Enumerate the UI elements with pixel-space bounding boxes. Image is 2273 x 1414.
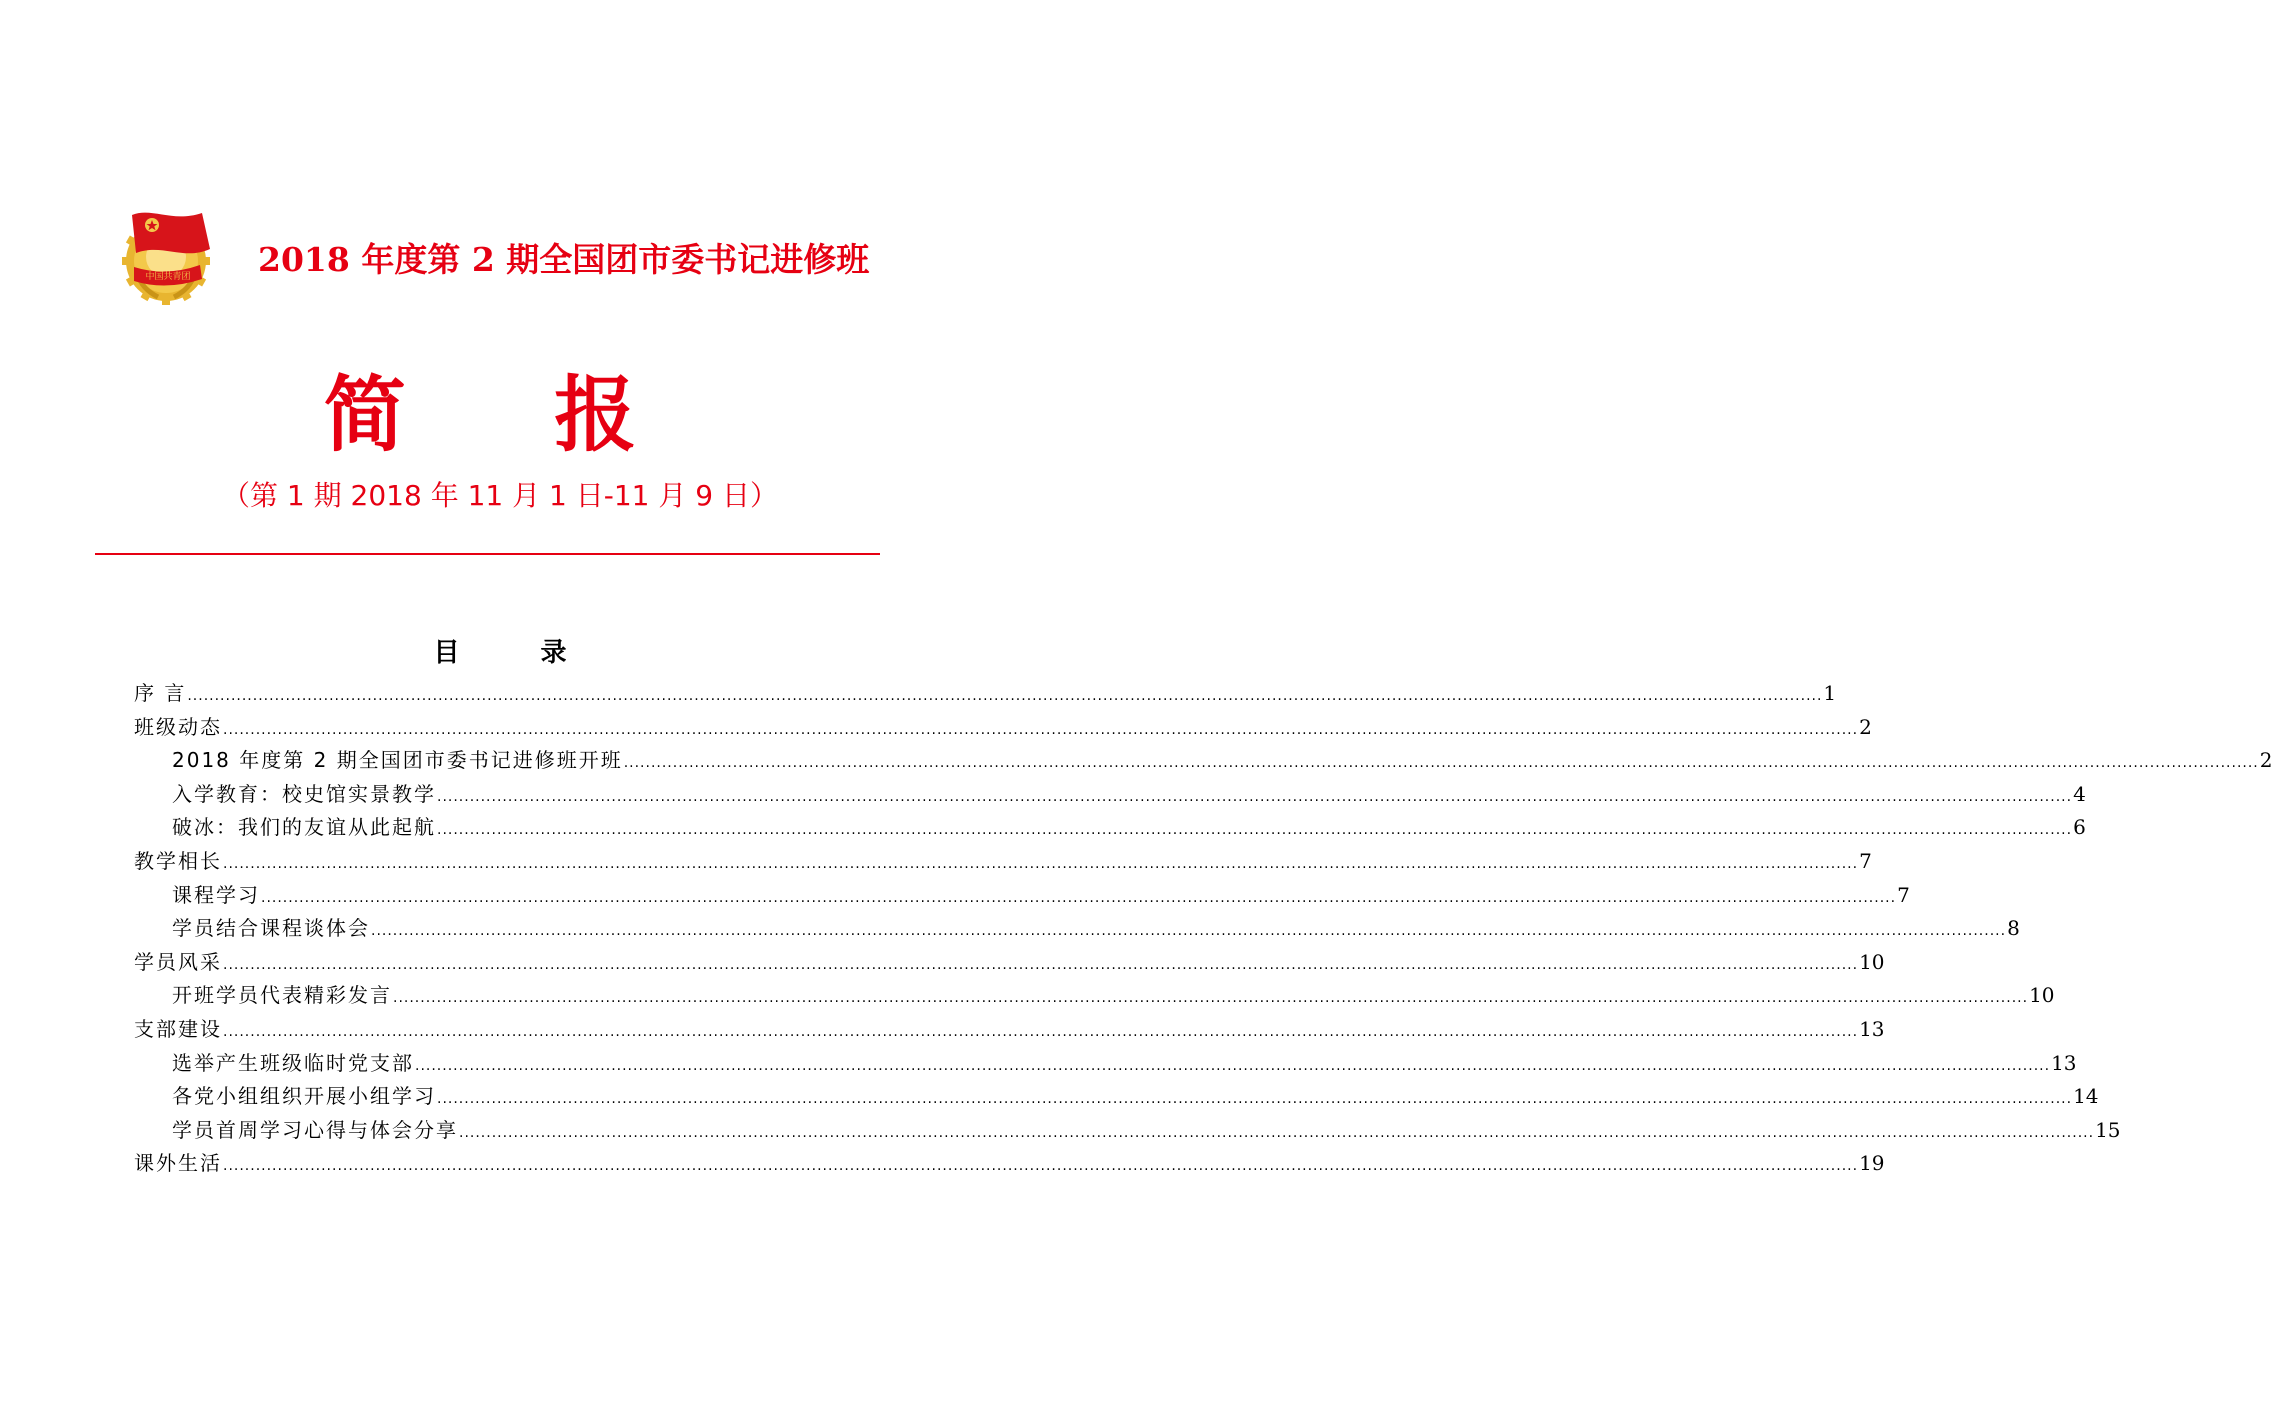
toc-entry-label: 班级动态 — [134, 714, 222, 739]
toc-page-number: 10 — [1859, 949, 1885, 974]
toc-subentry[interactable] — [134, 778, 2086, 812]
toc-entry[interactable] — [134, 845, 1872, 879]
toc-leader-dots: ............................................................................................................................................................................................................................................................................................................ — [223, 855, 1859, 872]
toc-page-number: 2 — [1859, 714, 1872, 739]
toc-leader-dots: ............................................................................................................................................................................................................................................................................................................ — [223, 1158, 1859, 1175]
toc-entry-label: 各党小组组织开展小组学习 — [172, 1084, 436, 1109]
toc-page-number: 7 — [1859, 848, 1872, 873]
toc-page-number: 8 — [2007, 916, 2020, 941]
toc-leader-dots: ............................................................................................................................................................................................................................................................................................................ — [415, 1057, 2051, 1074]
red-divider — [95, 553, 880, 555]
toc-subentry[interactable] — [134, 811, 2086, 845]
toc-entry-label: 学员风采 — [134, 949, 222, 974]
toc-entry-label: 选举产生班级临时党支部 — [172, 1050, 414, 1075]
toc-subentry[interactable] — [134, 1114, 2121, 1148]
toc-leader-dots: ............................................................................................................................................................................................................................................................................................................ — [371, 923, 2007, 940]
toc-entry-label: 学员结合课程谈体会 — [172, 916, 370, 941]
emblem-lettering: 中国共青团 — [145, 272, 191, 282]
toc-leader-dots: ............................................................................................................................................................................................................................................................................................................ — [437, 788, 2073, 805]
toc-entry-label: 开班学员代表精彩发言 — [172, 983, 392, 1008]
toc-page-number: 19 — [1859, 1151, 1885, 1176]
toc-subentry[interactable] — [134, 912, 2020, 946]
toc-page-number: 15 — [2095, 1117, 2121, 1142]
toc-entry-label: 序 言 — [134, 681, 187, 705]
toc-page-number: 13 — [1859, 1016, 1885, 1041]
toc-entry[interactable] — [134, 677, 1837, 711]
toc-subentry[interactable] — [134, 879, 1910, 913]
org-title: 2018 年度第 2 期全国团市委书记进修班 — [258, 240, 870, 279]
issue-dates: （第 1 期 2018 年 11 月 1 日-11 月 9 日） — [222, 479, 778, 512]
toc-entry-label: 课程学习 — [172, 882, 260, 907]
toc-leader-dots: ............................................................................................................................................................................................................................................................................................................ — [187, 688, 1823, 704]
table-of-contents — [134, 677, 2273, 1181]
league-emblem-logo — [122, 205, 220, 305]
toc-entry[interactable] — [134, 711, 1872, 745]
toc-subentry[interactable] — [134, 1080, 2099, 1114]
toc-entry-label: 破冰：我们的友谊从此起航 — [172, 815, 436, 840]
toc-leader-dots: ............................................................................................................................................................................................................................................................................................................ — [393, 990, 2029, 1007]
toc-entry-label: 学员首周学习心得与体会分享 — [172, 1117, 458, 1142]
toc-subentry[interactable] — [134, 1047, 2077, 1081]
toc-page-number: 7 — [1897, 882, 1910, 907]
toc-heading: 目 录 — [433, 638, 603, 668]
toc-entry-label: 支部建设 — [134, 1016, 222, 1041]
toc-page-number: 4 — [2073, 781, 2086, 806]
toc-subentry[interactable] — [134, 979, 2055, 1013]
toc-page-number: 14 — [2073, 1084, 2099, 1109]
toc-subentry[interactable] — [134, 744, 2273, 778]
toc-leader-dots: ............................................................................................................................................................................................................................................................................................................ — [261, 889, 1897, 906]
toc-page-number: 13 — [2051, 1050, 2077, 1075]
toc-entry-label: 入学教育：校史馆实景教学 — [172, 781, 436, 806]
toc-leader-dots: ............................................................................................................................................................................................................................................................................................................ — [223, 1023, 1859, 1040]
toc-page-number: 6 — [2073, 815, 2086, 840]
toc-leader-dots: ............................................................................................................................................................................................................................................................................................................ — [459, 1124, 2095, 1141]
toc-entry[interactable] — [134, 1013, 1885, 1047]
toc-page-number: 10 — [2029, 983, 2055, 1008]
toc-leader-dots: ............................................................................................................................................................................................................................................................................................................ — [623, 755, 2259, 772]
toc-entry-label: 2018 年度第 2 期全国团市委书记进修班开班 — [172, 748, 623, 773]
bulletin-title: 简 报 — [323, 367, 697, 463]
toc-page-number: 2 — [2259, 748, 2273, 773]
toc-page-number: 1 — [1823, 681, 1837, 705]
toc-entry-label: 教学相长 — [134, 848, 222, 873]
toc-leader-dots: ............................................................................................................................................................................................................................................................................................................ — [223, 956, 1859, 973]
toc-leader-dots: ............................................................................................................................................................................................................................................................................................................ — [437, 822, 2073, 839]
toc-leader-dots: ............................................................................................................................................................................................................................................................................................................ — [223, 721, 1859, 738]
toc-leader-dots: ............................................................................................................................................................................................................................................................................................................ — [437, 1091, 2073, 1108]
toc-entry[interactable] — [134, 1147, 1885, 1181]
toc-entry-label: 课外生活 — [134, 1151, 222, 1176]
toc-entry[interactable] — [134, 946, 1885, 980]
